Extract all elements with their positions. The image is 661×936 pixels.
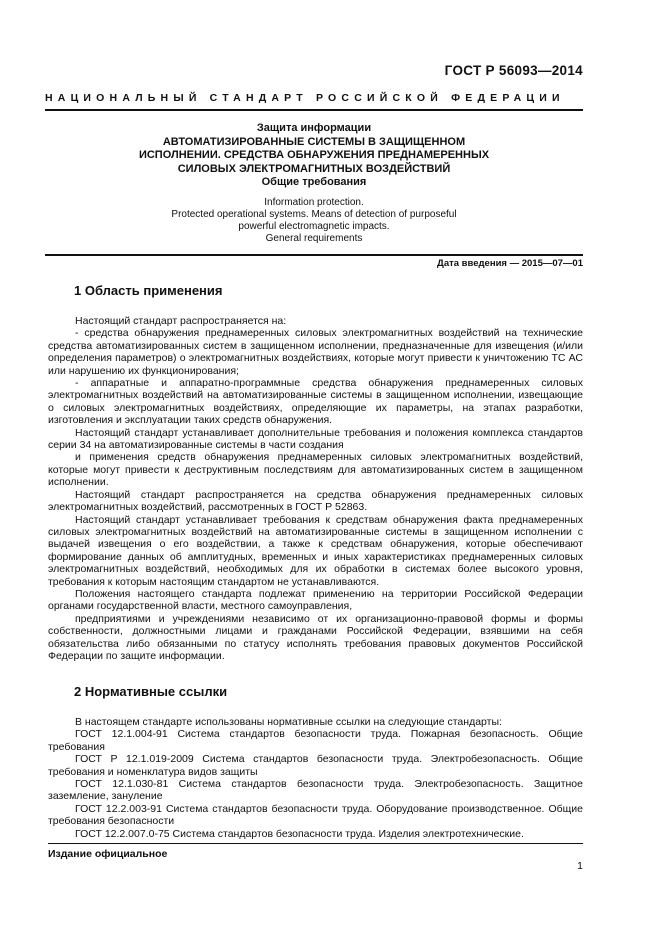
introduction-date: Дата введения — 2015—07—01	[437, 258, 583, 269]
paragraph: - аппаратные и аппаратно-программные средства обнаружения преднамеренных силовых электромагнитных воздействий на автоматизированные системы в защищенном исполнении, извещающие о силовых электромагнитных воздействиях, определяющие их параметры, на этапах разработки, изготовления и эксплуатации таких средств обнаружения.	[48, 377, 583, 427]
english-line-4: General requirements	[265, 233, 363, 244]
top-rule	[45, 109, 583, 111]
english-title-block	[45, 197, 583, 245]
paragraph: Положения настоящего стандарта подлежат применению на территории Российской Федерации органами государственной власти, местного самоуправления,	[48, 587, 583, 613]
section-1-heading: 1 Область применения	[74, 283, 223, 298]
paragraph: ГОСТ 12.2.003-91 Система стандартов безопасности труда. Оборудование производственное. Общие требования безопасности	[48, 802, 583, 828]
title-line-1: Защита информации	[256, 122, 372, 134]
paragraph: ГОСТ 12.2.007.0-75 Система стандартов безопасности труда. Изделия электротехнические.	[75, 827, 524, 840]
section-references	[48, 684, 583, 840]
paragraph: ГОСТ Р 12.1.019-2009 Система стандартов безопасности труда. Электробезопасность. Общие требования и номенклатура видов защиты	[48, 753, 583, 778]
paragraph: - средства обнаружения преднамеренных силовых электромагнитных воздействий на технические средства автоматизированных систем в защищенном исполнении, предназначенные для извещения (и/или определения параметров) о электромагнитных воздействиях, которые могут привести к уничтожению ТС АС или нарушению их функционирования;	[48, 327, 583, 377]
paragraph: Настоящий стандарт устанавливает требования к средствам обнаружения факта преднамеренных силовых электромагнитных воздействий на автоматизированные системы в защищенном исполнении с выдачей извещения о его воздействии, а также к средствам обнаружения, которые обеспечивают формирование данных об амплитудных, временных и иных характеристиках преднамеренных силовых электромагнитных воздействий, необходимых для их обработки в системах более высокого уровня, требования к которым настоящим стандартом не устанавливаются.	[48, 513, 583, 588]
official-edition-label: Издание официальное	[48, 848, 168, 860]
national-standard-heading: НАЦИОНАЛЬНЫЙ СТАНДАРТ РОССИЙСКОЙ ФЕДЕРАЦИИ	[45, 92, 565, 104]
paragraph: В настоящем стандарте использованы нормативные ссылки на следующие стандарты:	[75, 716, 502, 728]
paragraph: ГОСТ 12.1.004-91 Система стандартов безопасности труда. Пожарная безопасность. Общие требования	[48, 728, 583, 753]
paragraph: и применения средств обнаружения преднамеренных силовых электромагнитных воздействий, которые могут привести к деструктивным последствиям для автоматизированных систем в защищенном исполнении.	[48, 451, 583, 489]
standard-number: ГОСТ Р 56093—2014	[444, 63, 583, 78]
title-line-3: ИСПОЛНЕНИИ. СРЕДСТВА ОБНАРУЖЕНИЯ ПРЕДНАМЕРЕННЫХ	[138, 149, 490, 161]
english-line-3: powerful electromagnetic impacts.	[238, 221, 390, 232]
middle-rule	[45, 254, 583, 256]
english-line-1: Information protection.	[264, 197, 364, 208]
paragraph: Настоящий стандарт распространяется на средства обнаружения преднамеренных силовых электромагнитных воздействий, рассмотренных в ГОСТ Р 52863.	[48, 488, 583, 514]
page-number: 1	[577, 860, 583, 872]
paragraph: ГОСТ 12.1.030-81 Система стандартов безопасности труда. Электробезопасность. Защитное заземление, зануление	[48, 778, 583, 803]
title-line-4: СИЛОВЫХ ЭЛЕКТРОМАГНИТНЫХ ВОЗДЕЙСТВИЙ	[177, 162, 451, 175]
footer-rule	[48, 843, 583, 844]
title-line-5: Общие требования	[261, 176, 367, 188]
section-scope	[48, 283, 583, 662]
section-2-heading: 2 Нормативные ссылки	[74, 684, 228, 699]
paragraph: предприятиями и учреждениями независимо от их организационно-правовой формы и формы собственности, должностными лицами и гражданами Российской Федерации, взявшими на себя обязательства либо обязанными по статусу исполнять требования правовых документов Российской Федерации по защите информации.	[48, 612, 583, 662]
paragraph: Настоящий стандарт устанавливает дополнительные требования и положения комплекса стандартов серии 34 на автоматизированные системы в части создания	[48, 426, 583, 452]
english-line-2: Protected operational systems. Means of detection of purposeful	[171, 209, 457, 220]
paragraph: Настоящий стандарт распространяется на:	[75, 315, 287, 327]
title-block	[45, 122, 583, 190]
title-line-2: АВТОМАТИЗИРОВАННЫЕ СИСТЕМЫ В ЗАЩИЩЕННОМ	[162, 135, 466, 148]
